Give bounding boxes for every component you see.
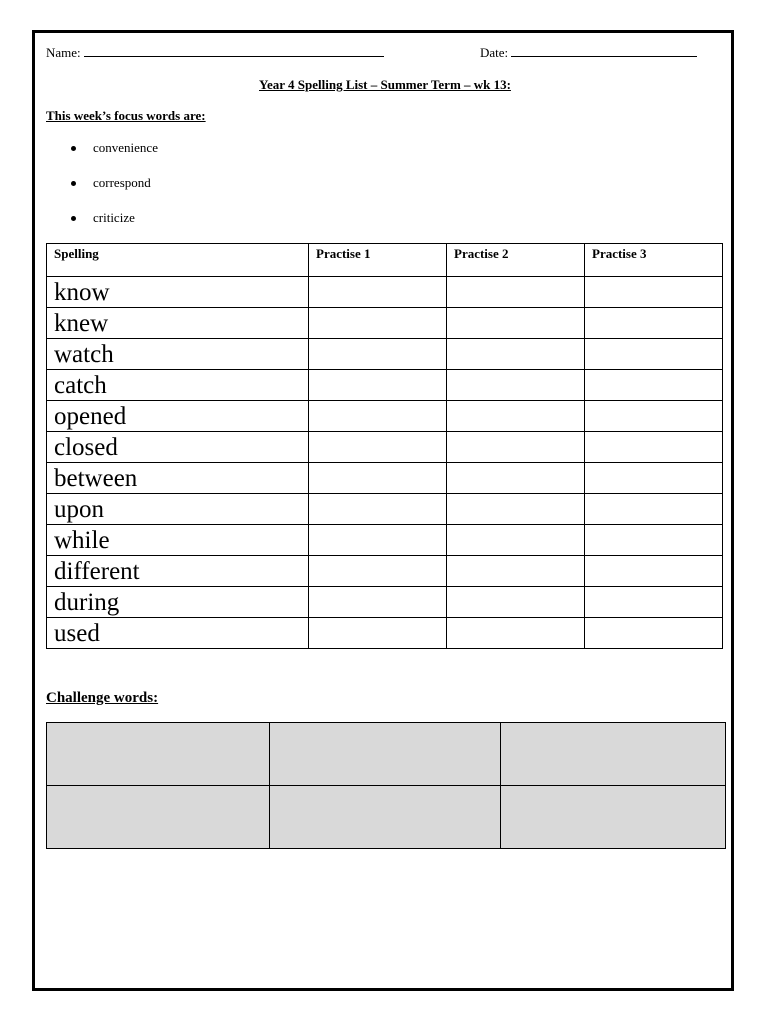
table-row <box>47 432 723 463</box>
practise-1-cell[interactable] <box>309 370 447 401</box>
practise-2-cell[interactable] <box>447 432 585 463</box>
practise-2-cell[interactable] <box>447 525 585 556</box>
practise-1-cell[interactable] <box>309 401 447 432</box>
name-label: Name: <box>46 45 81 60</box>
practise-3-cell[interactable] <box>585 587 723 618</box>
practise-3-cell[interactable] <box>585 432 723 463</box>
challenge-word-cell[interactable] <box>270 786 501 849</box>
challenge-word-cell[interactable] <box>47 723 270 786</box>
practise-1-cell[interactable] <box>309 277 447 308</box>
practise-1-cell[interactable] <box>309 618 447 649</box>
challenge-row <box>47 723 726 786</box>
table-row <box>47 618 723 649</box>
spelling-word: used <box>47 618 309 649</box>
practise-3-cell[interactable] <box>585 308 723 339</box>
spelling-word: opened <box>47 401 309 432</box>
spelling-word: upon <box>47 494 309 525</box>
table-row <box>47 587 723 618</box>
practise-1-cell[interactable] <box>309 432 447 463</box>
challenge-row <box>47 786 726 849</box>
challenge-word-cell[interactable] <box>270 723 501 786</box>
challenge-heading: Challenge words: <box>46 690 159 706</box>
challenge-word-cell[interactable] <box>501 723 726 786</box>
practise-3-column-header: Practise 3 <box>585 244 723 277</box>
spelling-word: closed <box>47 432 309 463</box>
date-label: Date: <box>480 45 509 60</box>
spelling-word: know <box>47 277 309 308</box>
challenge-table <box>46 722 726 849</box>
practise-1-column-header: Practise 1 <box>309 244 447 277</box>
spelling-table <box>46 243 723 649</box>
focus-word: correspond <box>70 175 158 210</box>
practise-3-cell[interactable] <box>585 494 723 525</box>
practise-1-cell[interactable] <box>309 463 447 494</box>
table-row <box>47 308 723 339</box>
practise-2-cell[interactable] <box>447 308 585 339</box>
date-field[interactable] <box>480 44 697 61</box>
focus-heading: This week’s focus words are: <box>46 108 206 123</box>
practise-2-cell[interactable] <box>447 587 585 618</box>
spelling-word: between <box>47 463 309 494</box>
practise-2-column-header: Practise 2 <box>447 244 585 277</box>
practise-3-cell[interactable] <box>585 401 723 432</box>
practise-1-cell[interactable] <box>309 339 447 370</box>
spelling-word: while <box>47 525 309 556</box>
practise-1-cell[interactable] <box>309 525 447 556</box>
spelling-word: during <box>47 587 309 618</box>
date-blank-line[interactable] <box>511 44 697 57</box>
name-field[interactable] <box>46 44 384 61</box>
table-row <box>47 556 723 587</box>
focus-word-list <box>70 140 158 245</box>
spelling-word: watch <box>47 339 309 370</box>
spelling-header-row <box>47 244 723 277</box>
practise-2-cell[interactable] <box>447 370 585 401</box>
practise-3-cell[interactable] <box>585 463 723 494</box>
challenge-word-cell[interactable] <box>47 786 270 849</box>
table-row <box>47 370 723 401</box>
practise-1-cell[interactable] <box>309 308 447 339</box>
challenge-word-cell[interactable] <box>501 786 726 849</box>
focus-word: criticize <box>70 210 158 245</box>
practise-2-cell[interactable] <box>447 556 585 587</box>
challenge-table-body <box>47 723 726 849</box>
table-row <box>47 525 723 556</box>
practise-3-cell[interactable] <box>585 556 723 587</box>
practise-1-cell[interactable] <box>309 587 447 618</box>
spelling-table-body <box>47 277 723 649</box>
practise-3-cell[interactable] <box>585 339 723 370</box>
practise-2-cell[interactable] <box>447 277 585 308</box>
practise-1-cell[interactable] <box>309 494 447 525</box>
spelling-word: catch <box>47 370 309 401</box>
practise-2-cell[interactable] <box>447 618 585 649</box>
practise-2-cell[interactable] <box>447 401 585 432</box>
practise-3-cell[interactable] <box>585 370 723 401</box>
practise-1-cell[interactable] <box>309 556 447 587</box>
table-row <box>47 463 723 494</box>
practise-3-cell[interactable] <box>585 525 723 556</box>
table-row <box>47 401 723 432</box>
practise-2-cell[interactable] <box>447 339 585 370</box>
practise-3-cell[interactable] <box>585 277 723 308</box>
spelling-column-header: Spelling <box>47 244 309 277</box>
practise-2-cell[interactable] <box>447 463 585 494</box>
table-row <box>47 339 723 370</box>
spelling-word: knew <box>47 308 309 339</box>
table-row <box>47 494 723 525</box>
name-blank-line[interactable] <box>84 44 384 57</box>
practise-3-cell[interactable] <box>585 618 723 649</box>
focus-word: convenience <box>70 140 158 175</box>
practise-2-cell[interactable] <box>447 494 585 525</box>
table-row <box>47 277 723 308</box>
page-title: Year 4 Spelling List – Summer Term – wk 13: <box>259 77 511 92</box>
spelling-word: different <box>47 556 309 587</box>
